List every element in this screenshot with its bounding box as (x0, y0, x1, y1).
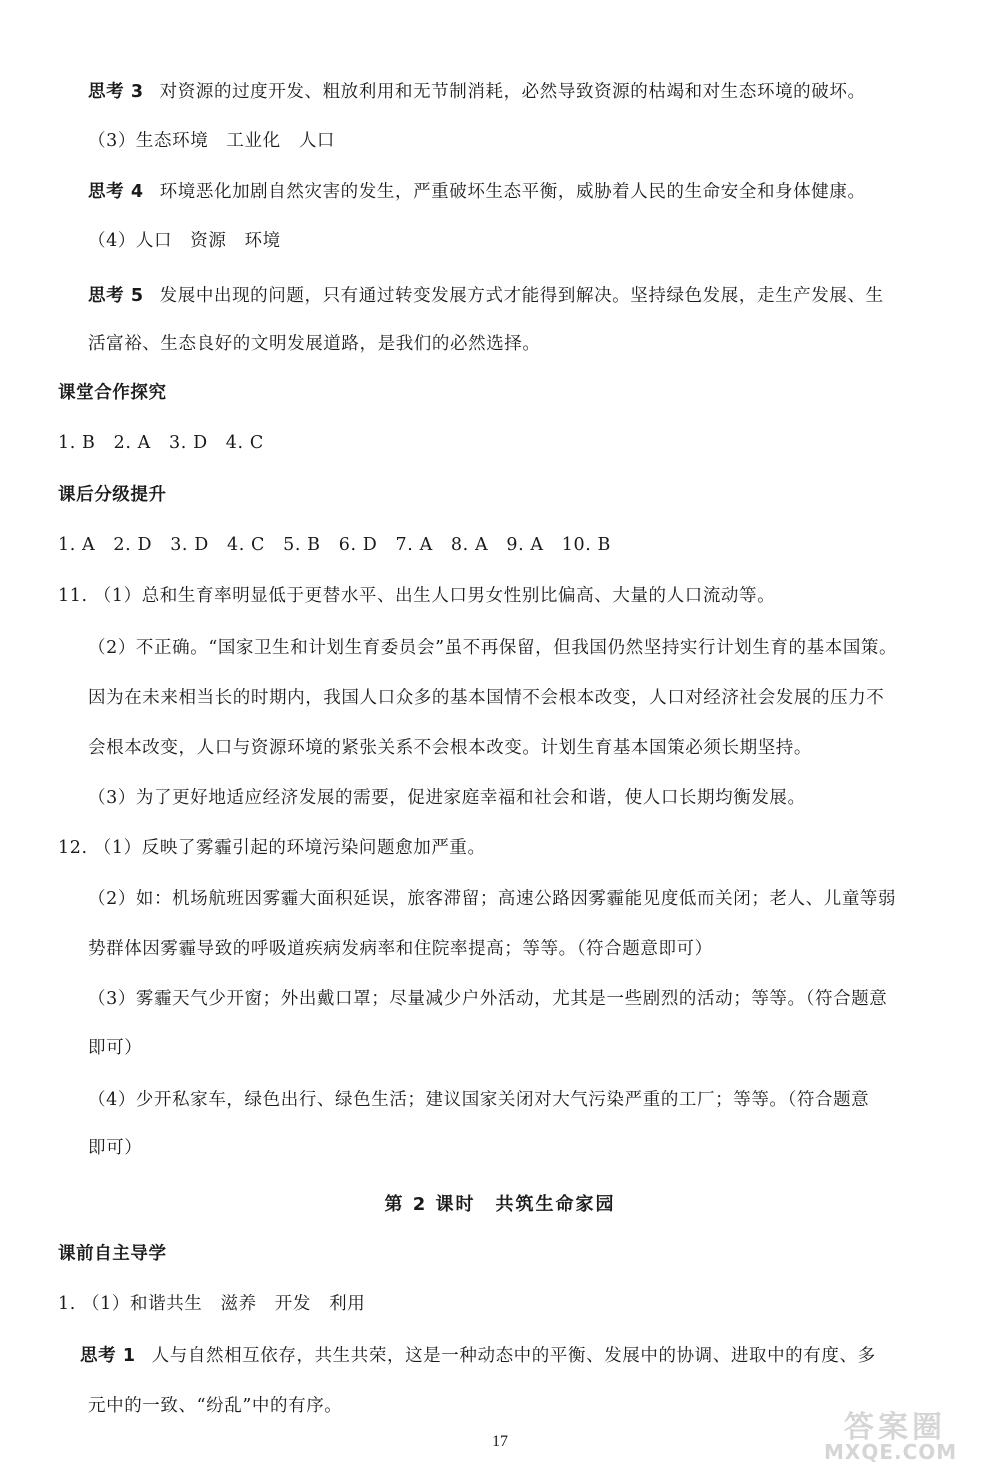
lesson-title: 第 2 课时 共筑生命家园 (384, 1194, 616, 1215)
section-heading: 课堂合作探究 (58, 383, 167, 403)
answer-text: 环境恶化加剧自然灾害的发生，严重破坏生态平衡，威胁着人民的生命安全和身体健康。 (159, 182, 866, 202)
text-line: 因为在未来相当长的时期内，我国人口众多的基本国情不会根本改变，人口对经济社会发展的压力不 (88, 688, 885, 708)
answer-list: 1. A 2. D 3. D 4. C 5. B 6. D 7. A 8. A 9. A 10. B (58, 535, 611, 555)
text-line: （2）不正确。“国家卫生和计划生育委员会”虽不再保留，但我国仍然坚持实行计划生育的基本国策。 (88, 638, 898, 658)
text-line: （2）如：机场航班因雾霾大面积延误，旅客滞留；高速公路因雾霾能见度低而关闭；老人、儿童等弱 (88, 889, 897, 909)
section-heading: 课后分级提升 (58, 485, 167, 505)
text-line: 12. （1）反映了雾霾引起的环境污染问题愈加严重。 (58, 838, 486, 858)
text-line: （4）人口 资源 环境 (88, 231, 281, 251)
text-line: （3）雾霾天气少开窗；外出戴口罩；尽量减少户外活动，尤其是一些剧烈的活动；等等。（符合题意 (88, 989, 888, 1009)
text-line (88, 180, 866, 204)
answer-text: 发展中出现的问题，只有通过转变发展方式才能得到解决。坚持绿色发展，走生产发展、生 (159, 286, 884, 306)
text-line: 即可） (88, 1038, 143, 1058)
section-heading: 课前自主导学 (58, 1244, 167, 1264)
page-number: 17 (492, 1433, 508, 1450)
watermark-text: 答案圈 (844, 1410, 946, 1445)
watermark-logo (814, 1402, 984, 1466)
text-line: （3）生态环境 工业化 人口 (88, 131, 336, 151)
text-line: 1. （1）和谐共生 滋养 开发 利用 (58, 1294, 366, 1314)
text-line: 势群体因雾霾导致的呼吸道疾病发病率和住院率提高；等等。（符合题意即可） (88, 939, 713, 959)
thinking-label: 思考 5 (88, 286, 144, 306)
text-line: 活富裕、生态良好的文明发展道路，是我们的必然选择。 (88, 334, 541, 354)
text-line: （4）少开私家车，绿色出行、绿色生活；建议国家关闭对大气污染严重的工厂；等等。（符合题意 (88, 1090, 870, 1110)
answer-text: 人与自然相互依存，共生共荣，这是一种动态中的平衡、发展中的协调、进取中的有度、多 (151, 1346, 876, 1366)
text-line: 元中的一致、“纷乱”中的有序。 (88, 1396, 343, 1416)
text-line: （3）为了更好地适应经济发展的需要，促进家庭幸福和社会和谐，使人口长期均衡发展。 (88, 788, 806, 808)
text-line: 11. （1）总和生育率明显低于更替水平、出生人口男女性别比偏高、大量的人口流动等。 (58, 586, 776, 606)
text-line (88, 284, 884, 308)
text-line (80, 1344, 876, 1368)
text-line: 会根本改变，人口与资源环境的紧张关系不会根本改变。计划生育基本国策必须长期坚持。 (88, 738, 812, 758)
watermark-domain: MXQE.COM (824, 1440, 958, 1464)
text-line: 即可） (88, 1138, 143, 1158)
answer-text: 对资源的过度开发、粗放利用和无节制消耗，必然导致资源的枯竭和对生态环境的破坏。 (159, 82, 866, 102)
thinking-label: 思考 1 (80, 1346, 136, 1366)
text-line (88, 80, 866, 104)
answer-list: 1. B 2. A 3. D 4. C (58, 433, 264, 453)
thinking-label: 思考 4 (88, 182, 144, 202)
thinking-label: 思考 3 (88, 82, 144, 102)
